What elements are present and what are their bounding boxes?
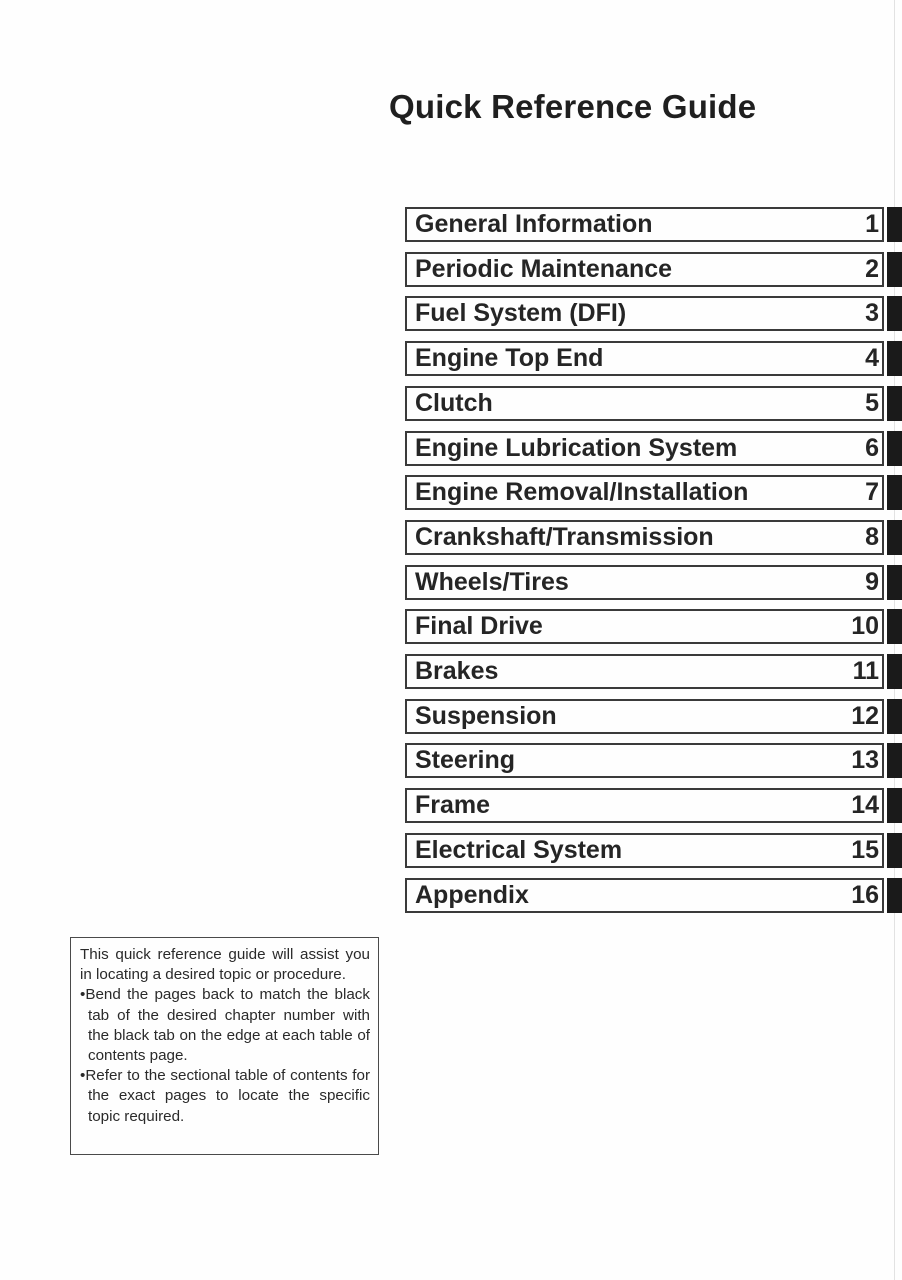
chapter-entry-electrical-system[interactable] [405, 833, 902, 868]
chapter-number: 1 [865, 210, 879, 238]
chapter-title: Fuel System (DFI) [415, 299, 627, 328]
chapter-black-tab [887, 296, 902, 331]
chapter-black-tab [887, 341, 902, 376]
chapter-entry-frame[interactable] [405, 788, 902, 823]
usage-note-intro: This quick reference guide will assist you in locating a desired topic or procedure. [80, 946, 370, 984]
chapter-title: Final Drive [415, 612, 543, 641]
chapter-title: Steering [415, 746, 516, 775]
chapter-black-tab [887, 386, 902, 421]
chapter-number: 6 [865, 433, 879, 462]
chapter-title: Periodic Maintenance [415, 254, 673, 283]
chapter-title: Electrical System [415, 835, 623, 864]
chapter-number: 9 [865, 567, 879, 596]
chapter-number: 10 [851, 612, 879, 641]
chapter-black-tab [887, 431, 902, 466]
chapter-entry-appendix[interactable] [405, 878, 902, 913]
chapter-entry-steering[interactable] [405, 743, 902, 778]
chapter-black-tab [887, 565, 902, 600]
chapter-title: Frame [415, 791, 491, 820]
chapter-entry-suspension[interactable] [405, 699, 902, 734]
chapter-title: Engine Removal/Installation [415, 478, 749, 507]
chapter-title: Appendix [415, 880, 529, 909]
chapter-title: Suspension [415, 701, 557, 730]
chapter-black-tab [887, 833, 902, 868]
chapter-title: Engine Lubrication System [415, 433, 738, 462]
chapter-entry-periodic-maintenance[interactable] [405, 252, 902, 287]
chapter-entry-brakes[interactable] [405, 654, 902, 689]
chapter-black-tab [887, 520, 902, 555]
chapter-entry-crankshaft-transmission[interactable] [405, 520, 902, 555]
chapter-black-tab [887, 207, 902, 242]
chapter-number: 2 [865, 254, 879, 283]
chapter-entry-general-information[interactable] [405, 207, 902, 242]
chapter-title: Brakes [415, 657, 499, 685]
chapter-black-tab [887, 252, 902, 287]
chapter-title: Engine Top End [415, 344, 604, 373]
chapter-title: Clutch [415, 388, 493, 417]
chapter-black-tab [887, 878, 902, 913]
chapter-number: 5 [865, 388, 879, 417]
chapter-title: Crankshaft/Transmission [415, 522, 714, 551]
chapter-number: 4 [865, 344, 879, 373]
chapter-entry-clutch[interactable] [405, 386, 902, 421]
chapter-black-tab [887, 699, 902, 734]
usage-note-bullet: •Bend the pages back to match the black tab of the desired chapter number with the black tab on the edge at each table of contents page. [80, 986, 370, 1065]
chapter-number: 12 [851, 701, 879, 730]
chapter-black-tab [887, 743, 902, 778]
chapter-number: 14 [851, 791, 879, 820]
chapter-number: 15 [851, 835, 879, 864]
chapter-black-tab [887, 788, 902, 823]
usage-note-bullet: •Refer to the sectional table of contents for the exact pages to locate the specific topic required. [80, 1067, 370, 1125]
chapter-entry-final-drive[interactable] [405, 609, 902, 644]
chapter-black-tab [887, 654, 902, 689]
chapter-number: 7 [865, 478, 879, 507]
chapter-entry-engine-top-end[interactable] [405, 341, 902, 376]
chapter-entry-engine-removal-installation[interactable] [405, 475, 902, 510]
chapter-title: General Information [415, 210, 653, 238]
chapter-black-tab [887, 609, 902, 644]
chapter-entry-fuel-system[interactable] [405, 296, 902, 331]
chapter-entry-wheels-tires[interactable] [405, 565, 902, 600]
usage-note [70, 937, 379, 1155]
chapter-number: 3 [865, 299, 879, 328]
chapter-number: 16 [851, 880, 879, 909]
chapter-title: Wheels/Tires [415, 567, 569, 596]
chapter-number: 8 [865, 522, 879, 551]
page-title: Quick Reference Guide [389, 88, 757, 125]
chapter-entry-engine-lubrication-system[interactable] [405, 431, 902, 466]
chapter-number: 11 [852, 657, 879, 685]
chapter-black-tab [887, 475, 902, 510]
chapter-number: 13 [851, 746, 879, 775]
